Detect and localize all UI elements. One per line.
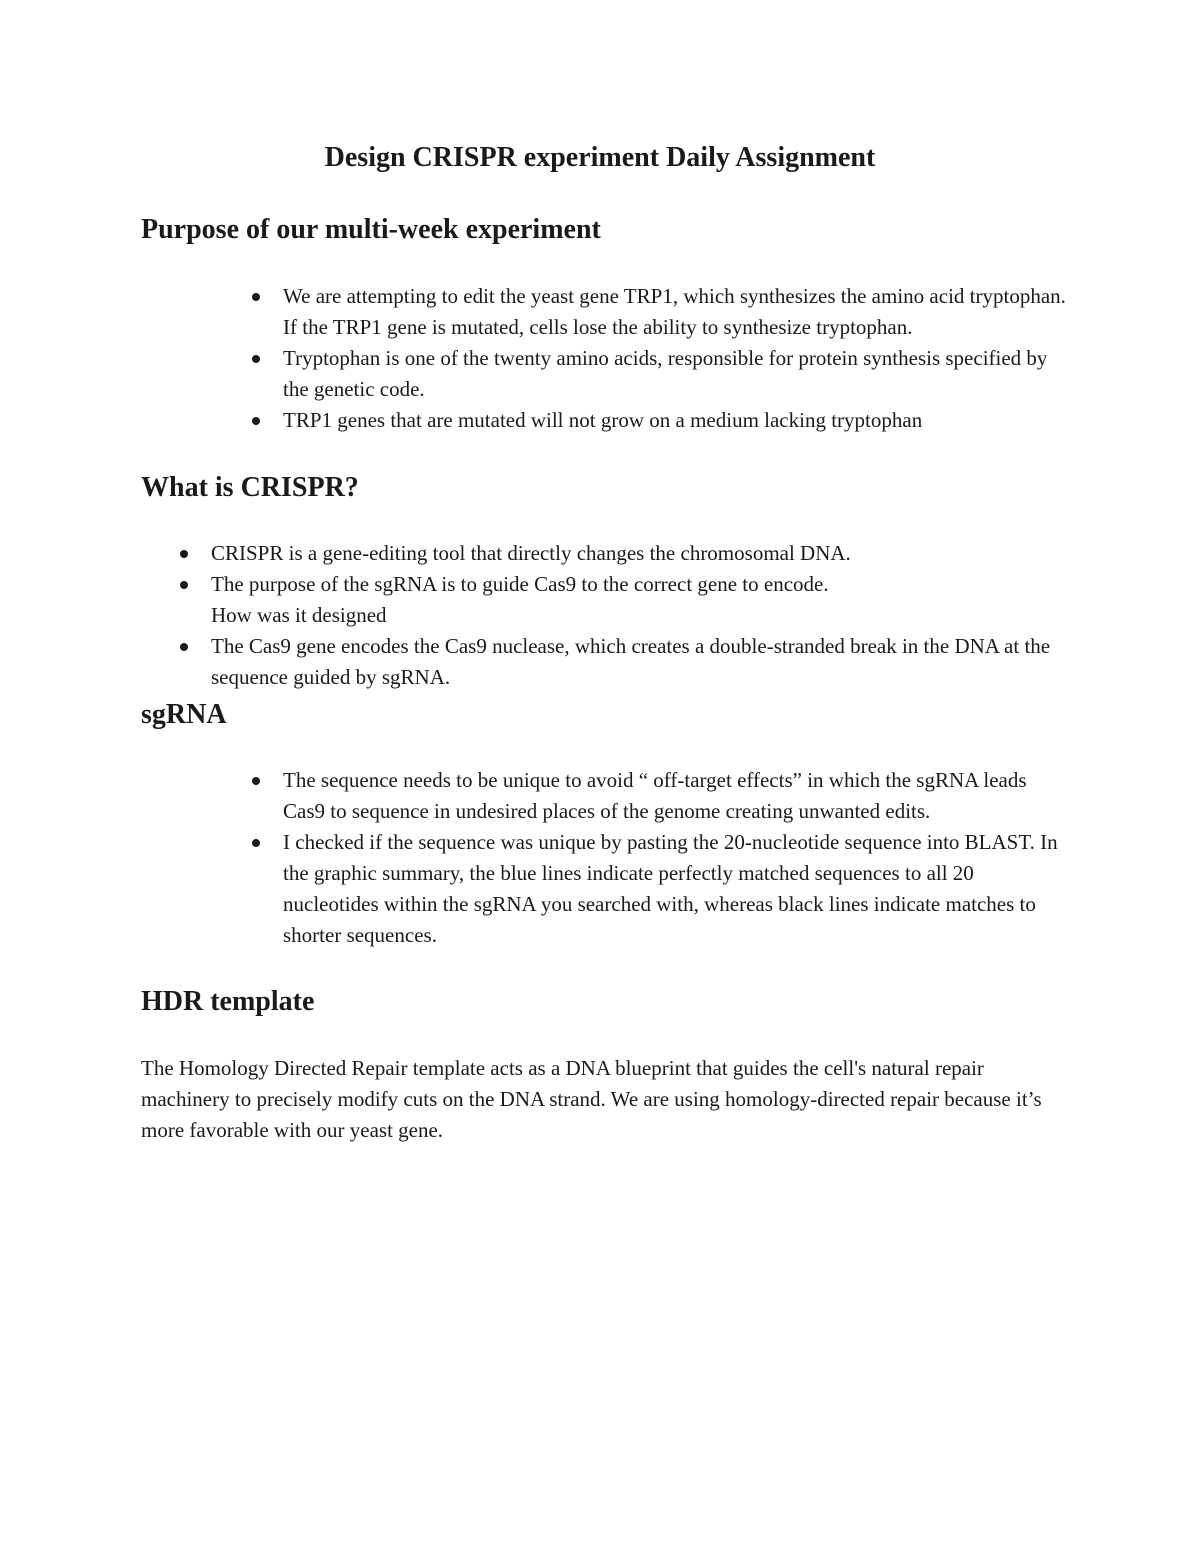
bullet-icon [180, 643, 188, 651]
list-item-text: I checked if the sequence was unique by pasting the 20-nucleotide sequence into BLAST. In the graphic summary, the blue lines indicate perfectly matched sequences to all 20 nucleotides within the sgRNA you searched with, whereas black lines indicate matches to shorter sequences. [283, 830, 1058, 947]
list-item-text: The purpose of the sgRNA is to guide Cas9 to the correct gene to encode. [211, 572, 829, 596]
bullet-icon [252, 839, 260, 847]
heading-sgrna: sgRNA [141, 699, 227, 730]
list-item [211, 569, 1081, 631]
list-item-text: We are attempting to edit the yeast gene TRP1, which synthesizes the amino acid tryptophan. If the TRP1 gene is mutated, cells lose the ability to synthesize tryptophan. [283, 284, 1066, 339]
document-title: Design CRISPR experiment Daily Assignment [324, 142, 876, 173]
list-item-text: The sequence needs to be unique to avoid “ off-target effects” in which the sgRNA leads Cas9 to sequence in undesired places of the genome creating unwanted edits. [283, 768, 1027, 823]
list-item [211, 631, 1081, 693]
list-item-text: The Cas9 gene encodes the Cas9 nuclease, which creates a double-stranded break in the DNA at the sequence guided by sgRNA. [211, 634, 1051, 689]
bullet-icon [252, 293, 260, 301]
list-item-text: Tryptophan is one of the twenty amino acids, responsible for protein synthesis specified by the genetic code. [283, 346, 1048, 401]
list-item [283, 765, 1073, 827]
list-item-text: TRP1 genes that are mutated will not grow on a medium lacking tryptophan [283, 408, 923, 432]
list-item [283, 281, 1073, 343]
list-item [283, 827, 1073, 951]
list-item [283, 405, 1073, 436]
list-item-subline: How was it designed [211, 603, 387, 627]
purpose-list [283, 281, 1073, 436]
list-item [283, 343, 1073, 405]
bullet-icon [180, 550, 188, 558]
sgrna-list [283, 765, 1073, 951]
list-item [211, 538, 1081, 569]
crispr-list [211, 538, 1081, 693]
bullet-icon [252, 777, 260, 785]
bullet-icon [180, 581, 188, 589]
heading-hdr: HDR template [141, 986, 315, 1017]
bullet-icon [252, 417, 260, 425]
hdr-paragraph: The Homology Directed Repair template acts as a DNA blueprint that guides the cell's natural repair machinery to precisely modify cuts on the DNA strand. We are using homology-directed repair because it’s more favorable with our yeast gene. [141, 1056, 1042, 1142]
heading-purpose: Purpose of our multi-week experiment [141, 214, 601, 245]
bullet-icon [252, 355, 260, 363]
heading-crispr: What is CRISPR? [141, 472, 359, 503]
list-item-text: CRISPR is a gene-editing tool that directly changes the chromosomal DNA. [211, 541, 851, 565]
